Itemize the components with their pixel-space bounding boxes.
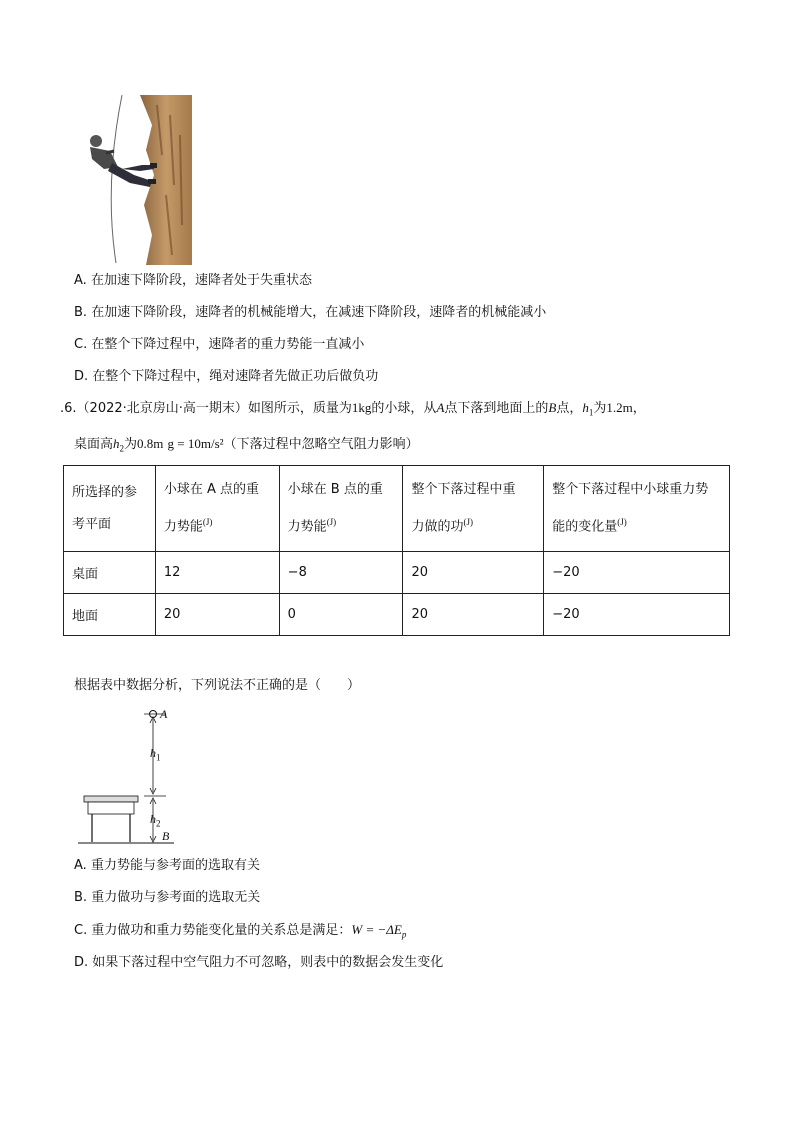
diagram-label-h1: $h_1$ <box>150 746 161 763</box>
stem-text: 为 <box>593 401 607 416</box>
table-header-cell: 整个下落过程中小球重力势 能的变化量$^{(J)}$ <box>544 466 730 552</box>
diagram-label-h2: $h_2$ <box>150 812 161 829</box>
q5-option-d <box>74 369 378 385</box>
question-source: （2022·北京房山·高一期末） <box>76 401 248 416</box>
table-header-row <box>64 466 730 552</box>
table-row <box>64 552 730 594</box>
formula: W = −ΔE <box>351 922 402 937</box>
h2-symbol: h <box>113 436 120 451</box>
diagram-label-a: A <box>160 707 168 721</box>
option-letter: B. <box>74 305 88 320</box>
q6-stem-line1 <box>60 400 646 421</box>
q6-option-a <box>74 858 260 874</box>
q5-option-b <box>74 305 546 321</box>
q6-option-d <box>74 955 443 971</box>
desk-top <box>84 796 138 802</box>
mass-value: 1kg <box>351 400 372 415</box>
g-value: g = 10m/s² <box>167 436 224 451</box>
table-cell: 20 <box>155 594 279 636</box>
stem-text: 的小球，从 <box>371 401 437 416</box>
q6-stem-line2 <box>74 436 419 457</box>
stem-text: 为 <box>124 437 138 452</box>
question-number: .6. <box>60 401 77 416</box>
table-header-cell: 小球在 A 点的重 力势能$^{(J)}$ <box>155 466 279 552</box>
option-text: 如果下落过程中空气阻力不可忽略，则表中的数据会发生变化 <box>92 955 444 970</box>
table-cell: −20 <box>544 594 730 636</box>
option-text: 重力做功和重力势能变化量的关系总是满足： <box>91 923 352 938</box>
point-b-label: B <box>548 400 557 415</box>
option-text: 在整个下降过程中，速降者的重力势能一直减小 <box>91 337 365 352</box>
q5-option-c <box>74 337 364 353</box>
h1-symbol: h <box>582 400 589 415</box>
q6-question: 根据表中数据分析，下列说法不正确的是（ ） <box>74 678 361 693</box>
option-letter: C. <box>74 923 88 938</box>
table-cell: 地面 <box>64 594 156 636</box>
option-letter: A. <box>74 273 87 288</box>
option-letter: A. <box>74 858 87 873</box>
table-cell: −8 <box>279 552 403 594</box>
diagram-label-b: B <box>162 829 170 843</box>
rappelling-photo <box>82 95 192 265</box>
formula-subscript: p <box>401 929 407 940</box>
table-header-cell: 小球在 B 点的重 力势能$^{(J)}$ <box>279 466 403 552</box>
option-letter: D. <box>74 955 89 970</box>
stem-text: 点下落到地面上的 <box>444 401 549 416</box>
q5-option-a <box>74 273 312 289</box>
table-cell: 20 <box>403 594 544 636</box>
falling-ball-diagram <box>74 703 184 848</box>
table-cell: 0 <box>279 594 403 636</box>
table-header-cell: 整个下落过程中重 力做的功$^{(J)}$ <box>403 466 544 552</box>
h1-subscript: 1 <box>588 407 594 418</box>
h2-value: 0.8m <box>137 436 164 451</box>
option-letter: D. <box>74 369 89 384</box>
option-text: 在加速下降阶段，速降者处于失重状态 <box>90 273 312 288</box>
table-row <box>64 594 730 636</box>
option-text: 在整个下降过程中，绳对速降者先做正功后做负功 <box>92 369 379 384</box>
stem-text: （下落过程中忽略空气阻力影响） <box>223 437 419 452</box>
table-cell: −20 <box>544 552 730 594</box>
energy-table <box>63 465 730 636</box>
stem-text: 点， <box>556 401 583 416</box>
stem-text: ， <box>632 401 646 416</box>
stem-text: 如图所示，质量为 <box>247 401 352 416</box>
q6-option-c <box>74 922 406 943</box>
option-letter: B. <box>74 890 88 905</box>
table-cell: 桌面 <box>64 552 156 594</box>
stem-text: 桌面高 <box>74 437 114 452</box>
h1-value: 1.2m <box>606 400 633 415</box>
h2-subscript: 2 <box>119 443 125 454</box>
point-a-label: A <box>436 400 445 415</box>
option-text: 重力做功与参考面的选取无关 <box>91 890 261 905</box>
desk-drawer <box>88 802 134 814</box>
table-cell: 20 <box>403 552 544 594</box>
table-header-cell: 所选择的参 考平面 <box>64 466 156 552</box>
table-cell: 12 <box>155 552 279 594</box>
option-text: 重力势能与参考面的选取有关 <box>90 858 260 873</box>
q6-option-b <box>74 890 260 906</box>
option-text: 在加速下降阶段，速降者的机械能增大，在减速下降阶段，速降者的机械能减小 <box>91 305 547 320</box>
option-letter: C. <box>74 337 88 352</box>
